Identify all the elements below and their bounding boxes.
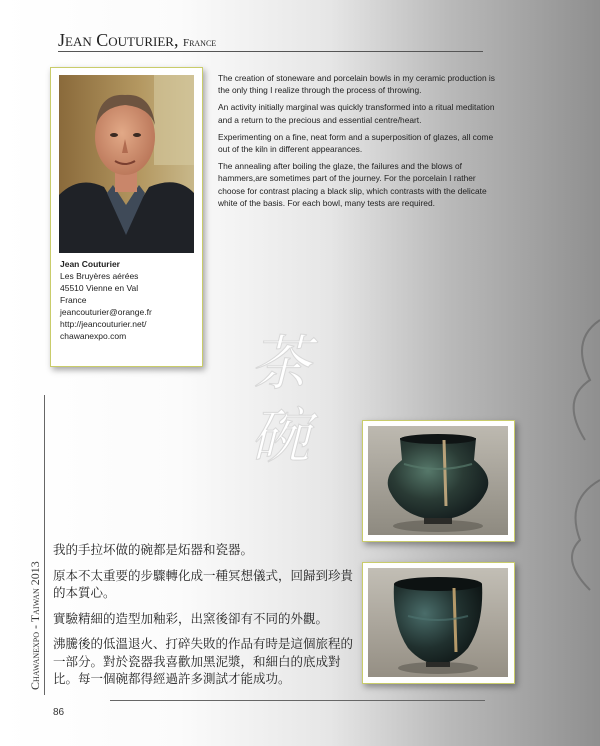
bowl-photo-1 bbox=[362, 420, 515, 542]
en-paragraph: The creation of stoneware and porcelain bowls in my ceramic production is the only thing I realize through the process of throwing. bbox=[218, 73, 495, 96]
english-description bbox=[218, 72, 502, 214]
address-line-3: France bbox=[60, 295, 87, 305]
zh-paragraph: 實驗精細的造型加釉彩，出窯後卻有不同的外觀。 bbox=[53, 610, 329, 626]
spine-label: Chawanexpo - Taiwan 2013 bbox=[28, 561, 42, 690]
footer-rule bbox=[110, 700, 485, 701]
header-rule bbox=[58, 51, 483, 52]
calligraphy-chawan bbox=[230, 322, 330, 472]
profile-card bbox=[50, 67, 203, 367]
artist-name-heading: Jean Couturier, bbox=[58, 30, 179, 50]
en-paragraph: The annealing after boiling the glaze, the failures and the blows of hammers,are sometimes part of the journey. For the porcelain I rather choose for contrast placing a black slip, which contrasts with the delicate white of the basis. For each bowl, many tests are required. bbox=[218, 161, 487, 208]
page-title bbox=[58, 30, 216, 51]
calligraphy-char-2: 碗 bbox=[250, 402, 310, 472]
zh-paragraph: 我的手拉坏做的碗都是炻器和瓷器。 bbox=[53, 542, 254, 557]
zh-paragraph: 沸騰後的低溫退火、打碎失敗的作品有時是這個旅程的一部分。對於瓷器我喜歡加黑泥漿，和細白的底成對比。每一個碗都得經過許多測試才能成功。 bbox=[53, 636, 354, 686]
portrait-illustration bbox=[59, 75, 194, 253]
artist-photo bbox=[59, 75, 194, 253]
artist-name: Jean Couturier bbox=[60, 259, 120, 269]
bowl-photo-2 bbox=[362, 562, 515, 684]
address-line-2: 45510 Vienne en Val bbox=[60, 283, 139, 293]
email-link[interactable]: jeancouturier@orange.fr bbox=[60, 307, 152, 317]
decorative-brush-strokes bbox=[540, 300, 600, 600]
bowl-image-2 bbox=[368, 568, 508, 677]
artist-contact bbox=[60, 258, 152, 342]
address-line-1: Les Bruyères aérées bbox=[60, 271, 139, 281]
zh-paragraph: 原本不太重要的步驟轉化成一種冥想儀式，回歸到珍貴的本質心。 bbox=[53, 567, 354, 600]
bowl-image-1 bbox=[368, 426, 508, 535]
site-link[interactable]: chawanexpo.com bbox=[60, 331, 127, 341]
page-number: 86 bbox=[53, 707, 65, 718]
en-paragraph: An activity initially marginal was quickly transformed into a ritual meditation and a return to the precious and essential centre/heart. bbox=[218, 102, 495, 125]
artist-country: France bbox=[182, 37, 217, 49]
vertical-rule bbox=[44, 395, 45, 695]
calligraphy-char-1: 茶 bbox=[250, 329, 310, 399]
website-link[interactable]: http://jeancouturier.net/ bbox=[60, 319, 147, 329]
chinese-description bbox=[53, 541, 353, 696]
en-paragraph: Experimenting on a fine, neat form and a superposition of glazes, all come out of the kiln in different appearances. bbox=[218, 131, 494, 155]
